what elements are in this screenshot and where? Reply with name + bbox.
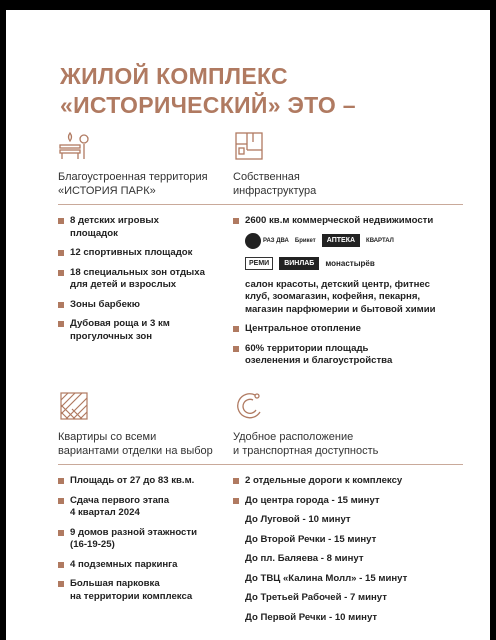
list-item xyxy=(233,343,463,368)
logo-raz-dva xyxy=(245,233,289,249)
apartments-section xyxy=(58,390,258,610)
apartments-list xyxy=(58,475,258,603)
list-item xyxy=(58,299,258,312)
item-line: Зоны барбекю xyxy=(70,298,140,310)
park-bench-icon xyxy=(58,130,90,162)
apartments-heading-line-2: вариантами отделки на выбор xyxy=(58,445,213,457)
item-line: озеленения и благоустройства xyxy=(245,355,393,366)
item-line: 4 подземных паркинга xyxy=(70,558,178,570)
list-item xyxy=(58,215,258,240)
infrastructure-heading-line-2: инфраструктура xyxy=(233,185,317,197)
list-item xyxy=(58,247,258,260)
floor-plan-icon xyxy=(233,130,265,162)
territory-heading-line-1: Благоустроенная территория xyxy=(58,171,208,183)
logo-text: ВИНЛАБ xyxy=(284,260,315,267)
logo-row xyxy=(245,255,445,273)
territory-list xyxy=(58,215,258,343)
logo-row xyxy=(245,232,445,250)
territory-heading xyxy=(58,170,258,205)
travel-time-item: До Первой Речки - 10 минут xyxy=(245,611,378,623)
services-line: клуб, зоомагазин, кофейня, пекарня, xyxy=(245,291,421,302)
logo-text: РАЗ ДВА xyxy=(263,237,289,244)
apartments-heading xyxy=(58,430,258,465)
logo-apteka xyxy=(322,234,360,247)
item-line: 8 детских игровых xyxy=(70,215,159,226)
logo-text: КВАРТАЛ xyxy=(366,237,394,244)
logo-text: РЕМИ xyxy=(249,260,270,267)
item-line: Большая парковка xyxy=(70,578,160,589)
location-section xyxy=(233,390,463,631)
item-line: 2 отдельные дороги к комплексу xyxy=(245,475,403,486)
list-item xyxy=(233,475,463,488)
logo-text: монастырёв xyxy=(325,259,375,268)
item-line: Сдача первого этапа xyxy=(70,494,170,506)
item-line: 18 специальных зон отдыха xyxy=(70,266,205,278)
item-line: 60% территории площадь xyxy=(245,342,369,354)
list-item xyxy=(233,495,463,508)
logo-remi xyxy=(245,257,273,270)
travel-time-item: До ТВЦ «Калина Молл» - 15 минут xyxy=(245,572,408,584)
logo-text: Брикет xyxy=(294,237,316,244)
item-line: 4 квартал 2024 xyxy=(70,507,140,518)
item-line: площадок xyxy=(70,227,118,239)
territory-heading-line-2: «ИСТОРИЯ ПАРК» xyxy=(58,185,156,197)
page-title xyxy=(60,62,460,120)
list-item xyxy=(58,267,258,292)
location-heading-line-2: и транспортная доступность xyxy=(233,445,379,457)
title-line-2: «ИСТОРИЧЕСКИЙ» ЭТО – xyxy=(60,92,356,118)
route-icon xyxy=(233,390,265,422)
item-line: Дубовая роща и 3 км xyxy=(70,318,170,329)
logo-monastyrev xyxy=(325,259,374,268)
location-list xyxy=(233,475,463,507)
infrastructure-list xyxy=(233,215,463,228)
infrastructure-heading-line-1: Собственная xyxy=(233,171,300,183)
services-line: магазин парфюмерии и бытовой химии xyxy=(245,303,436,315)
services-text xyxy=(245,279,463,317)
item-line: прогулочных зон xyxy=(70,330,153,342)
territory-section xyxy=(58,130,258,350)
logo-mark-icon xyxy=(245,233,261,249)
page xyxy=(6,10,490,640)
location-heading xyxy=(233,430,463,465)
location-heading-line-1: Удобное расположение xyxy=(233,431,354,443)
travel-time-item: До Третьей Рабочей - 7 минут xyxy=(245,592,387,603)
list-item xyxy=(233,215,463,228)
travel-time-item: До пл. Баляева - 8 минут xyxy=(245,553,364,564)
pattern-icon xyxy=(58,390,90,422)
title-line-1: ЖИЛОЙ КОМПЛЕКС xyxy=(60,63,288,89)
item-line: 9 домов разной этажности xyxy=(70,526,197,538)
item-line: на территории комплекса xyxy=(70,590,193,602)
list-item xyxy=(58,495,258,520)
tenant-logos xyxy=(245,232,445,273)
infrastructure-list-2 xyxy=(233,323,463,368)
list-item xyxy=(58,527,258,552)
logo-kvartal xyxy=(366,238,394,244)
list-item xyxy=(58,318,258,343)
item-line: Площадь от 27 до 83 кв.м. xyxy=(70,475,195,486)
infrastructure-heading xyxy=(233,170,463,205)
logo-vinlab xyxy=(279,257,319,270)
item-line: Центральное отопление xyxy=(245,323,361,334)
item-line: 2600 кв.м коммерческой недвижимости xyxy=(245,215,434,226)
travel-time-item: До Луговой - 10 минут xyxy=(245,514,351,525)
item-line: для детей и взрослых xyxy=(70,279,177,290)
item-line: До центра города - 15 минут xyxy=(245,494,380,506)
logo-briket xyxy=(295,238,316,244)
list-item xyxy=(58,559,258,572)
item-line: 12 спортивных площадок xyxy=(70,247,193,258)
item-line: (16-19-25) xyxy=(70,539,115,550)
services-line: салон красоты, детский центр, фитнес xyxy=(245,278,430,290)
list-item xyxy=(58,475,258,488)
infrastructure-section xyxy=(233,130,463,375)
list-item xyxy=(233,323,463,336)
travel-time-item: До Второй Речки - 15 минут xyxy=(245,533,377,545)
travel-times xyxy=(233,514,463,624)
logo-text: АПТЕКА xyxy=(326,237,356,244)
list-item xyxy=(58,578,258,603)
apartments-heading-line-1: Квартиры со всеми xyxy=(58,431,157,443)
